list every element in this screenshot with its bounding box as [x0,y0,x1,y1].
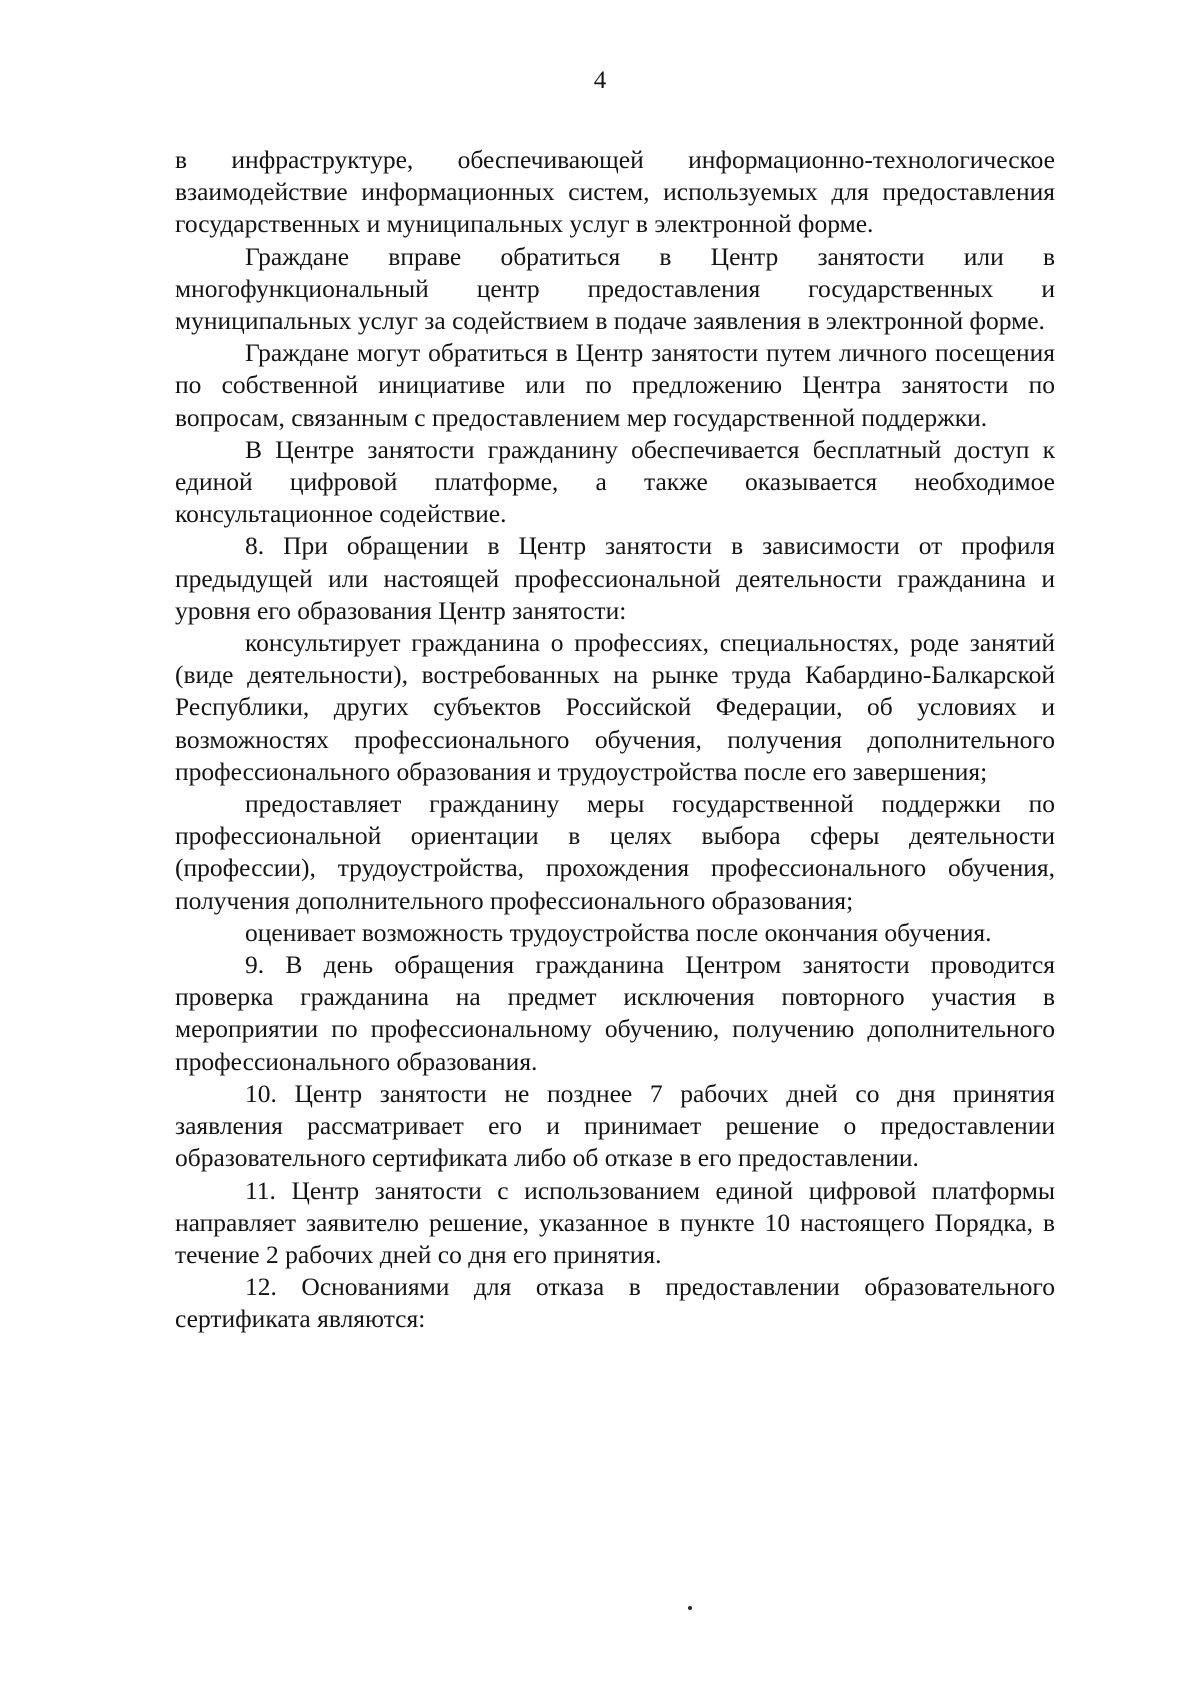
document-body [175,144,1055,1336]
paragraph-consults: консультирует гражданина о профессиях, специальностях, роде занятий (виде деятельности), востребованных на рынке труда Кабардино-Балкарской Республики, других субъектов Российской Федерации, об условиях и возможностях профессионального обучения, получения дополнительного профессионального образования и трудоустройства после его завершения; [175,628,1055,786]
paragraph-item-10: 10. Центр занятости не позднее 7 рабочих дней со дня принятия заявления рассматривает его и принимает решение о предоставлении образовательного сертификата либо об отказе в его предоставлении. [175,1078,1055,1173]
paragraph-free-access: В Центре занятости гражданину обеспечивается бесплатный доступ к единой цифровой платформе, а также оказывается необходимое консультационное содействие. [175,434,1055,529]
paragraph-personal-visit: Граждане могут обратиться в Центр занятости путем личного посещения по собственной инициативе или по предложению Центра занятости по вопросам, связанным с предоставлением мер государственной поддержки. [175,338,1055,432]
paragraph-evaluates: оценивает возможность трудоустройства после окончания обучения. [245,917,992,947]
paragraph-provides-support: предоставляет гражданину меры государственной поддержки по профессиональной ориентации в целях выбора сферы деятельности (профессии), трудоустройства, прохождения профессионального обучения, получения дополнительного профессионального образования; [175,789,1055,915]
paragraph-mfc-assistance: Граждане вправе обратиться в Центр занятости или в многофункциональный центр предоставления государственных и муниципальных услуг за содействием в подаче заявления в электронной форме. [175,241,1055,336]
page-number: 4 [593,67,607,94]
paragraph-item-8: 8. При обращении в Центр занятости в зависимости от профиля предыдущей или настоящей профессиональной деятельности гражданина и уровня его образования Центр занятости: [175,531,1055,625]
scan-speck [688,1606,692,1610]
paragraph-item-11: 11. Центр занятости с использованием единой цифровой платформы направляет заявителю решение, указанное в пункте 10 настоящего Порядка, в течение 2 рабочих дней со дня его принятия. [175,1175,1055,1269]
paragraph-continuation: в инфраструктуре, обеспечивающей информационно-технологическое взаимодействие информационных систем, используемых для предоставления государственных и муниципальных услуг в электронной форме. [175,145,1055,239]
paragraph-item-12: 12. Основаниями для отказа в предоставлении образовательного сертификата являются: [175,1272,1055,1334]
paragraph-item-9: 9. В день обращения гражданина Центром занятости проводится проверка гражданина на предмет исключения повторного участия в мероприятии по профессиональному обучению, получению дополнительного профессионального образования. [175,950,1055,1076]
